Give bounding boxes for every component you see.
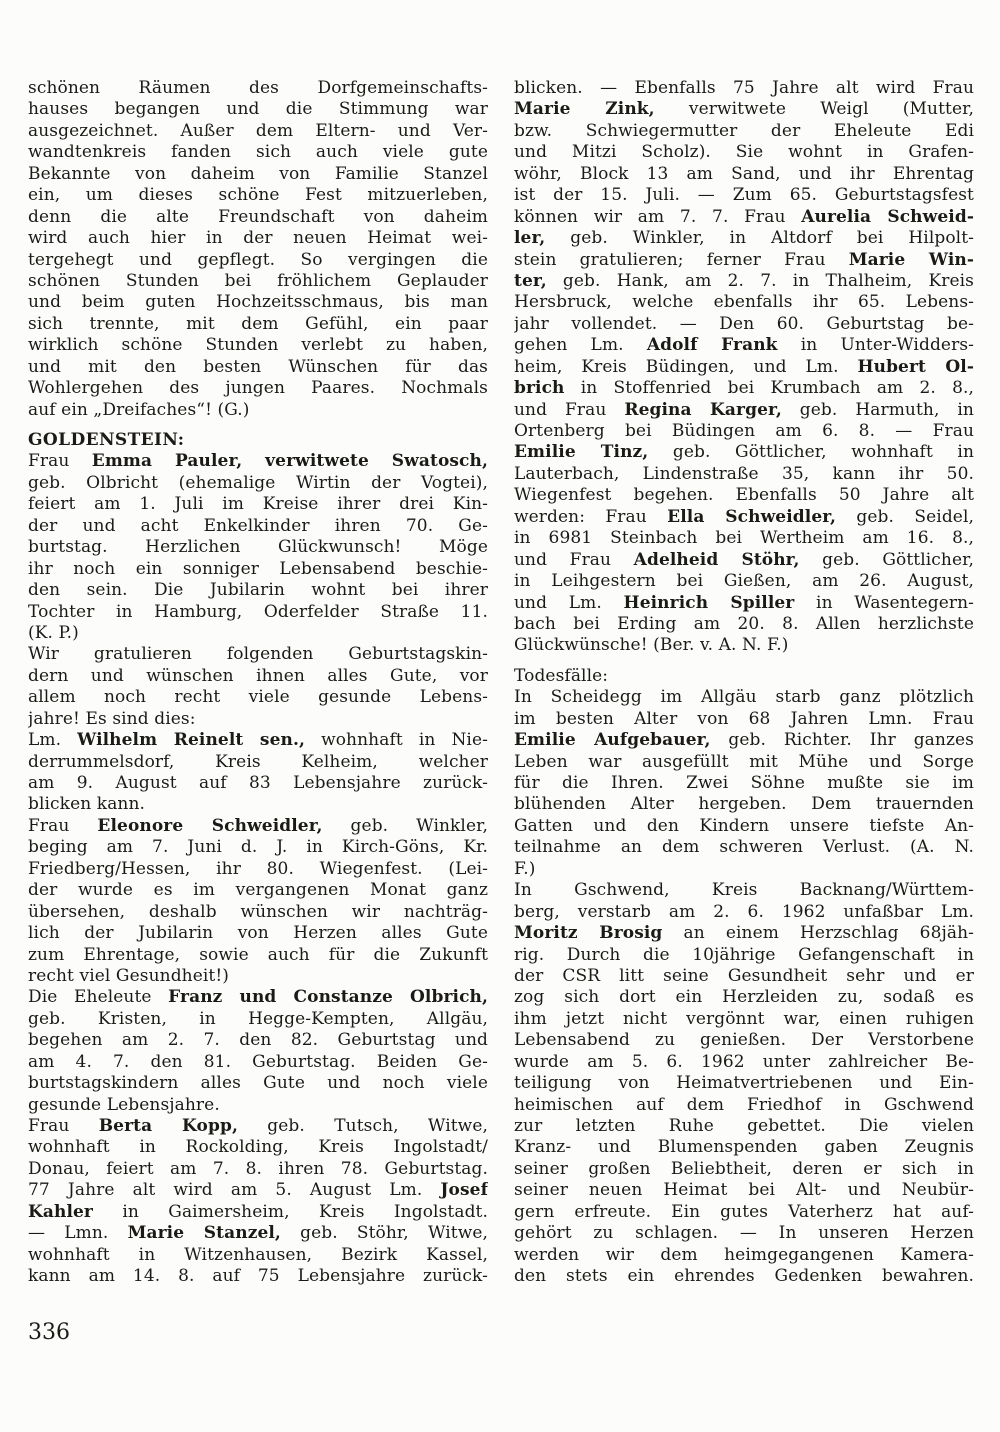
emphasized-name: Emma Pauler, verwitwete Swatosch, xyxy=(91,451,488,472)
text-line xyxy=(514,837,974,858)
emphasized-name: Hubert Ol- xyxy=(857,356,974,377)
text-run: zum Ehrentage, sowie auch für die Zukunft xyxy=(28,944,488,965)
text-run: Todesfälle: xyxy=(514,665,609,686)
text-run: seiner großen Beliebtheit, deren er sich in xyxy=(514,1158,974,1179)
text-line xyxy=(28,1073,488,1094)
text-run: teiligung von Heimatvertriebenen und Ein- xyxy=(514,1073,974,1094)
text-run: teilnahme an dem schweren Verlust. (A. N. xyxy=(514,837,974,858)
text-line xyxy=(514,687,974,708)
text-line xyxy=(514,987,974,1008)
text-run: Wiegenfest begehen. Ebenfalls 50 Jahre alt xyxy=(514,485,974,506)
text-line xyxy=(28,1030,488,1051)
emphasized-name: Aurelia Schweid- xyxy=(801,206,974,227)
text-run: tergehegt und gepflegt. So vergingen die xyxy=(28,249,488,270)
emphasized-name: Emilie Tinz, xyxy=(514,442,649,463)
text-line xyxy=(28,1202,488,1223)
text-run: Gatten und den Kindern unsere tiefste An- xyxy=(514,815,974,836)
text-line xyxy=(28,400,488,421)
text-run: und beim guten Hochzeitsschmaus, bis man xyxy=(28,292,488,313)
text-line xyxy=(28,142,488,163)
text-line xyxy=(514,614,974,635)
emphasized-name: Regina Karger, xyxy=(624,399,782,420)
text-line xyxy=(514,966,974,987)
text-run: blicken kann. xyxy=(28,794,146,815)
text-run: Glückwünsche! (Ber. v. A. N. F.) xyxy=(514,635,789,656)
text-line xyxy=(28,794,488,815)
text-run: F.) xyxy=(514,858,536,879)
text-line xyxy=(28,78,488,99)
text-line xyxy=(514,78,974,99)
text-run: geb. Winkler, xyxy=(322,815,488,836)
text-run: und Frau xyxy=(514,549,634,570)
text-run: wirklich schöne Stunden verlebt zu haben, xyxy=(28,335,488,356)
text-run: In Scheidegg im Allgäu starb ganz plötzlich xyxy=(514,687,974,708)
text-run: wird auch hier in der neuen Heimat wei- xyxy=(28,228,488,249)
text-run: denn die alte Freundschaft von daheim xyxy=(28,206,488,227)
emphasized-name: Eleonore Schweidler, xyxy=(97,815,323,836)
text-line xyxy=(514,635,974,656)
text-line xyxy=(28,335,488,356)
text-line xyxy=(28,1095,488,1116)
text-run: gesunde Lebensjahre. xyxy=(28,1094,220,1115)
text-line xyxy=(28,773,488,794)
text-run: geb. Harmuth, in xyxy=(781,399,974,420)
text-line xyxy=(28,752,488,773)
text-line xyxy=(28,923,488,944)
text-line xyxy=(514,421,974,442)
text-run: gehört zu schlagen. — In unseren Herzen xyxy=(514,1223,974,1244)
text-run: in Unter-Widders- xyxy=(777,335,974,356)
text-run: wurde am 5. 6. 1962 unter zahlreicher Be- xyxy=(514,1051,974,1072)
text-run: ihm jetzt nicht vergönnt war, einen ruhigen xyxy=(514,1008,974,1029)
text-run: bach bei Erding am 20. 8. Allen herzlichste xyxy=(514,613,974,634)
text-run: Lauterbach, Lindenstraße 35, kann ihr 50. xyxy=(514,463,974,484)
text-line xyxy=(514,507,974,528)
emphasized-name: Berta Kopp, xyxy=(98,1116,238,1136)
text-run: Kranz- und Blumenspenden gaben Zeugnis xyxy=(514,1137,974,1158)
text-line xyxy=(28,730,488,751)
text-line xyxy=(28,473,488,494)
text-run: burtstagskindern alles Gute und noch viele xyxy=(28,1073,488,1094)
text-run: gern erfreute. Ein gutes Vaterherz hat auf- xyxy=(514,1201,974,1222)
text-run: Frau xyxy=(28,1116,99,1136)
text-line xyxy=(28,1137,488,1158)
text-run: am 4. 7. den 81. Geburtstag. Beiden Ge- xyxy=(28,1051,488,1072)
text-line xyxy=(28,1052,488,1073)
text-line xyxy=(28,666,488,687)
text-run: (K. P.) xyxy=(28,622,79,643)
text-run: heim, Kreis Büdingen, und Lm. xyxy=(514,356,858,377)
text-run: am 9. August auf 83 Lebensjahre zurück- xyxy=(28,773,488,793)
text-run: wohnhaft in Nie- xyxy=(305,730,488,751)
text-line xyxy=(514,880,974,901)
text-run: berg, verstarb am 2. 6. 1962 unfaßbar Lm. xyxy=(514,901,974,922)
text-run: geb. Olbricht (ehemalige Wirtin der Vogtei), xyxy=(28,472,488,493)
text-run: schönen Stunden bei fröhlichem Geplauder xyxy=(28,270,488,291)
text-line xyxy=(514,1266,974,1287)
text-line xyxy=(28,687,488,708)
text-line xyxy=(28,859,488,880)
text-line xyxy=(514,528,974,549)
text-run: in Gaimersheim, Kreis Ingolstadt. xyxy=(92,1201,488,1222)
text-run: feiert am 1. Juli im Kreise ihrer drei Kin- xyxy=(28,494,488,515)
text-line xyxy=(514,709,974,730)
text-line xyxy=(28,228,488,249)
text-line xyxy=(28,250,488,271)
text-run: 77 Jahre alt wird am 5. August Lm. xyxy=(28,1180,441,1201)
text-line xyxy=(28,1180,488,1201)
text-run: der wurde es im vergangenen Monat ganz xyxy=(28,880,488,901)
text-line xyxy=(514,773,974,794)
text-run: geb. Göttlicher, xyxy=(799,549,974,570)
text-run: recht viel Gesundheit!) xyxy=(28,965,230,986)
emphasized-name: Marie Stanzel, xyxy=(127,1223,281,1244)
text-line xyxy=(514,859,974,880)
text-line xyxy=(514,99,974,120)
text-line xyxy=(28,580,488,601)
text-run: geb. Kristen, in Hegge-Kempten, Allgäu, xyxy=(28,1008,488,1029)
text-line xyxy=(28,494,488,515)
text-run: zog sich dort ein Herzleiden zu, sodaß es xyxy=(514,987,974,1008)
text-line xyxy=(514,250,974,271)
text-line xyxy=(514,1116,974,1137)
text-line xyxy=(514,1095,974,1116)
text-run: hauses begangen und die Stimmung war xyxy=(28,99,488,120)
text-run: Wohlergehen des jungen Paares. Nochmals xyxy=(28,378,488,399)
text-run: geb. Stöhr, Witwe, xyxy=(280,1223,488,1244)
text-line xyxy=(28,644,488,665)
text-run: seiner neuen Heimat bei Alt- und Neubür- xyxy=(514,1180,974,1201)
text-run: Die Eheleute xyxy=(28,987,169,1008)
text-run: ist der 15. Juli. — Zum 65. Geburtstagsfest xyxy=(514,185,974,206)
text-line xyxy=(514,314,974,335)
text-line xyxy=(28,709,488,730)
emphasized-name: Wilhelm Reinelt sen., xyxy=(77,730,306,751)
emphasized-name: ler, xyxy=(514,228,546,249)
text-run: wöhr, Block 13 am Sand, und ihr Ehrentag xyxy=(514,163,974,184)
text-line xyxy=(514,902,974,923)
text-line xyxy=(28,378,488,399)
text-run: auf ein „Dreifaches“! (G.) xyxy=(28,399,250,420)
text-line xyxy=(514,142,974,163)
text-run: stein gratulieren; ferner Frau xyxy=(514,249,849,270)
text-run: heimischen auf dem Friedhof in Gschwend xyxy=(514,1094,974,1115)
text-line xyxy=(28,816,488,837)
text-run: Donau, feiert am 7. 8. ihren 78. Geburtstag. xyxy=(28,1158,488,1179)
emphasized-name: Moritz Brosig xyxy=(514,923,663,944)
text-run: gehen Lm. xyxy=(514,335,647,356)
text-line xyxy=(28,1116,488,1137)
text-run: begehen am 2. 7. den 82. Geburtstag und xyxy=(28,1030,488,1051)
text-line xyxy=(28,185,488,206)
text-run: Frau xyxy=(28,451,92,472)
text-line xyxy=(514,1202,974,1223)
text-run: an einem Herzschlag 68jäh- xyxy=(662,923,974,944)
text-run: kann am 14. 8. auf 75 Lebensjahre zurück- xyxy=(28,1266,488,1287)
text-line xyxy=(28,623,488,644)
emphasized-name: GOLDENSTEIN: xyxy=(28,430,185,450)
text-run: ihr noch ein sonniger Lebensabend beschie- xyxy=(28,558,488,579)
text-line xyxy=(514,550,974,571)
text-run: sich trennte, mit dem Gefühl, ein paar xyxy=(28,313,488,334)
text-run: und mit den besten Wünschen für das xyxy=(28,356,488,377)
text-run: der und acht Enkelkinder ihren 70. Ge- xyxy=(28,515,488,536)
text-line xyxy=(514,271,974,292)
text-run: zur letzten Ruhe gebettet. Die vielen xyxy=(514,1116,974,1136)
text-run: burtstag. Herzlichen Glückwunsch! Möge xyxy=(28,537,488,558)
text-column-left xyxy=(28,78,488,1288)
text-line xyxy=(514,1159,974,1180)
emphasized-name: Franz und Constanze Olbrich, xyxy=(168,987,488,1008)
text-run: bzw. Schwiegermutter der Eheleute Edi xyxy=(514,120,974,141)
text-line xyxy=(28,1245,488,1266)
text-run: und Frau xyxy=(514,399,625,420)
text-run: Bekannte von daheim von Familie Stanzel xyxy=(28,163,488,184)
emphasized-name: Emilie Aufgebauer, xyxy=(514,730,711,751)
text-run: Hersbruck, welche ebenfalls ihr 65. Lebens- xyxy=(514,292,974,313)
text-run: blicken. — Ebenfalls 75 Jahre alt wird Frau xyxy=(514,78,974,98)
emphasized-name: Ella Schweidler, xyxy=(667,506,837,527)
text-run: In Gschwend, Kreis Backnang/Württem- xyxy=(514,880,974,901)
text-line xyxy=(514,1073,974,1094)
text-line xyxy=(28,837,488,858)
text-line xyxy=(514,1137,974,1158)
text-run: Friedberg/Hessen, ihr 80. Wiegenfest. (Lei- xyxy=(28,858,488,879)
text-line xyxy=(28,1223,488,1244)
page-number: 336 xyxy=(28,1320,70,1345)
text-line xyxy=(28,1159,488,1180)
text-line xyxy=(28,164,488,185)
text-run: ein, um dieses schöne Fest mitzuerleben, xyxy=(28,185,488,206)
text-run: dern und wünschen ihnen alles Gute, vor xyxy=(28,665,488,686)
text-run: übersehen, deshalb wünschen wir nachträg- xyxy=(28,901,488,922)
emphasized-name: Marie Win- xyxy=(848,249,974,270)
text-line xyxy=(514,185,974,206)
text-line xyxy=(514,1009,974,1030)
text-line xyxy=(514,121,974,142)
text-run: und Mitzi Scholz). Sie wohnt in Grafen- xyxy=(514,142,974,163)
text-line xyxy=(28,292,488,313)
text-run: ausgezeichnet. Außer dem Eltern- und Ver- xyxy=(28,120,488,141)
text-run: geb. Richter. Ihr ganzes xyxy=(710,730,974,751)
emphasized-name: Kahler xyxy=(28,1201,93,1222)
text-line xyxy=(514,730,974,751)
text-run: allem noch recht viele gesunde Lebens- xyxy=(28,687,488,708)
text-run: in 6981 Steinbach bei Wertheim am 16. 8., xyxy=(514,528,974,549)
text-line xyxy=(28,99,488,120)
text-run: im besten Alter von 68 Jahren Lmn. Frau xyxy=(514,708,974,729)
text-line xyxy=(514,1245,974,1266)
text-line xyxy=(514,164,974,185)
text-line xyxy=(28,902,488,923)
text-line xyxy=(514,378,974,399)
text-run: Tochter in Hamburg, Oderfelder Straße 11. xyxy=(28,601,488,622)
emphasized-name: Adelheid Stöhr, xyxy=(633,549,800,570)
text-run: geb. Göttlicher, wohnhaft in xyxy=(648,442,974,463)
text-run: — Lmn. xyxy=(28,1223,128,1244)
text-run: den sein. Die Jubilarin wohnt bei ihrer xyxy=(28,580,488,601)
text-line xyxy=(514,464,974,485)
text-run: beging am 7. Juni d. J. in Kirch-Göns, Kr. xyxy=(28,837,488,858)
text-run: wohnhaft in Witzenhausen, Bezirk Kassel, xyxy=(28,1244,488,1265)
emphasized-name: Josef xyxy=(440,1180,488,1201)
text-run: in Stoffenried bei Krumbach am 2. 8., xyxy=(564,378,974,399)
text-run: den stets ein ehrendes Gedenken bewahren. xyxy=(514,1266,974,1287)
text-run: können wir am 7. 7. Frau xyxy=(514,206,802,227)
text-run: in Leihgestern bei Gießen, am 26. August, xyxy=(514,571,974,592)
text-run: wandtenkreis fanden sich auch viele gute xyxy=(28,142,488,163)
text-run: verwitwete Weigl (Mutter, xyxy=(654,99,974,120)
text-line xyxy=(514,400,974,421)
text-line xyxy=(28,966,488,987)
text-line xyxy=(28,602,488,623)
text-run: geb. Hank, am 2. 7. in Thalheim, Kreis xyxy=(546,270,974,291)
text-line xyxy=(28,537,488,558)
text-line xyxy=(28,1009,488,1030)
text-line xyxy=(514,1180,974,1201)
text-line xyxy=(28,121,488,142)
text-run: wohnhaft in Rockolding, Kreis Ingolstadt/ xyxy=(28,1137,488,1158)
text-line xyxy=(514,752,974,773)
emphasized-name: ter, xyxy=(514,270,547,291)
text-line xyxy=(28,1266,488,1287)
text-line xyxy=(28,516,488,537)
text-line xyxy=(28,945,488,966)
text-line xyxy=(514,1223,974,1244)
text-line xyxy=(514,666,974,687)
text-line xyxy=(514,794,974,815)
text-run: Lm. xyxy=(28,730,78,751)
text-run: derrummelsdorf, Kreis Kelheim, welcher xyxy=(28,751,488,772)
text-run: lich der Jubilarin von Herzen alles Gute xyxy=(28,923,488,944)
text-line xyxy=(514,816,974,837)
text-line xyxy=(514,228,974,249)
text-run: Ortenberg bei Büdingen am 6. 8. — Frau xyxy=(514,421,974,441)
text-run: in Wasentegern- xyxy=(794,592,974,613)
text-line xyxy=(514,335,974,356)
text-run: Leben war ausgefüllt mit Mühe und Sorge xyxy=(514,751,974,772)
text-column-right xyxy=(514,78,974,1288)
section-heading xyxy=(28,430,488,451)
text-run: rig. Durch die 10jährige Gefangenschaft in xyxy=(514,944,974,965)
text-run: und Lm. xyxy=(514,592,624,613)
text-line xyxy=(514,571,974,592)
text-line xyxy=(28,451,488,472)
text-line xyxy=(28,271,488,292)
text-line xyxy=(514,292,974,313)
text-line xyxy=(514,1030,974,1051)
text-line xyxy=(28,207,488,228)
two-column-text-area xyxy=(28,78,1000,1288)
text-run: jahre! Es sind dies: xyxy=(28,708,196,729)
text-line xyxy=(514,945,974,966)
emphasized-name: Adolf Frank xyxy=(646,335,778,356)
text-run: blühenden Alter hergeben. Dem trauernden xyxy=(514,794,974,815)
text-line xyxy=(514,442,974,463)
emphasized-name: Marie Zink, xyxy=(514,99,655,120)
text-run: Wir gratulieren folgenden Geburtstagskin- xyxy=(28,644,488,665)
text-line xyxy=(514,207,974,228)
text-line xyxy=(514,593,974,614)
text-run: schönen Räumen des Dorfgemeinschafts- xyxy=(28,78,488,98)
text-line xyxy=(28,987,488,1008)
text-run: geb. Seidel, xyxy=(836,506,974,527)
text-line xyxy=(28,357,488,378)
text-run: geb. Winkler, in Altdorf bei Hilpolt- xyxy=(545,228,974,249)
emphasized-name: brich xyxy=(514,378,565,399)
text-line xyxy=(514,923,974,944)
text-line xyxy=(28,880,488,901)
emphasized-name: Heinrich Spiller xyxy=(623,592,795,613)
text-line xyxy=(514,485,974,506)
text-run: Lebensabend zu genießen. Der Verstorbene xyxy=(514,1030,974,1051)
text-line xyxy=(514,357,974,378)
text-run: der CSR litt seine Gesundheit sehr und er xyxy=(514,965,974,986)
text-line xyxy=(28,314,488,335)
text-run: werden wir dem heimgegangenen Kamera- xyxy=(514,1244,974,1265)
text-run: Frau xyxy=(28,815,98,836)
text-run: für die Ihren. Zwei Söhne mußte sie im xyxy=(514,773,974,793)
text-line xyxy=(28,559,488,580)
text-run: geb. Tutsch, Witwe, xyxy=(237,1116,488,1136)
text-line xyxy=(514,1052,974,1073)
text-run: werden: Frau xyxy=(514,506,668,527)
text-run: jahr vollendet. — Den 60. Geburtstag be- xyxy=(514,313,974,334)
